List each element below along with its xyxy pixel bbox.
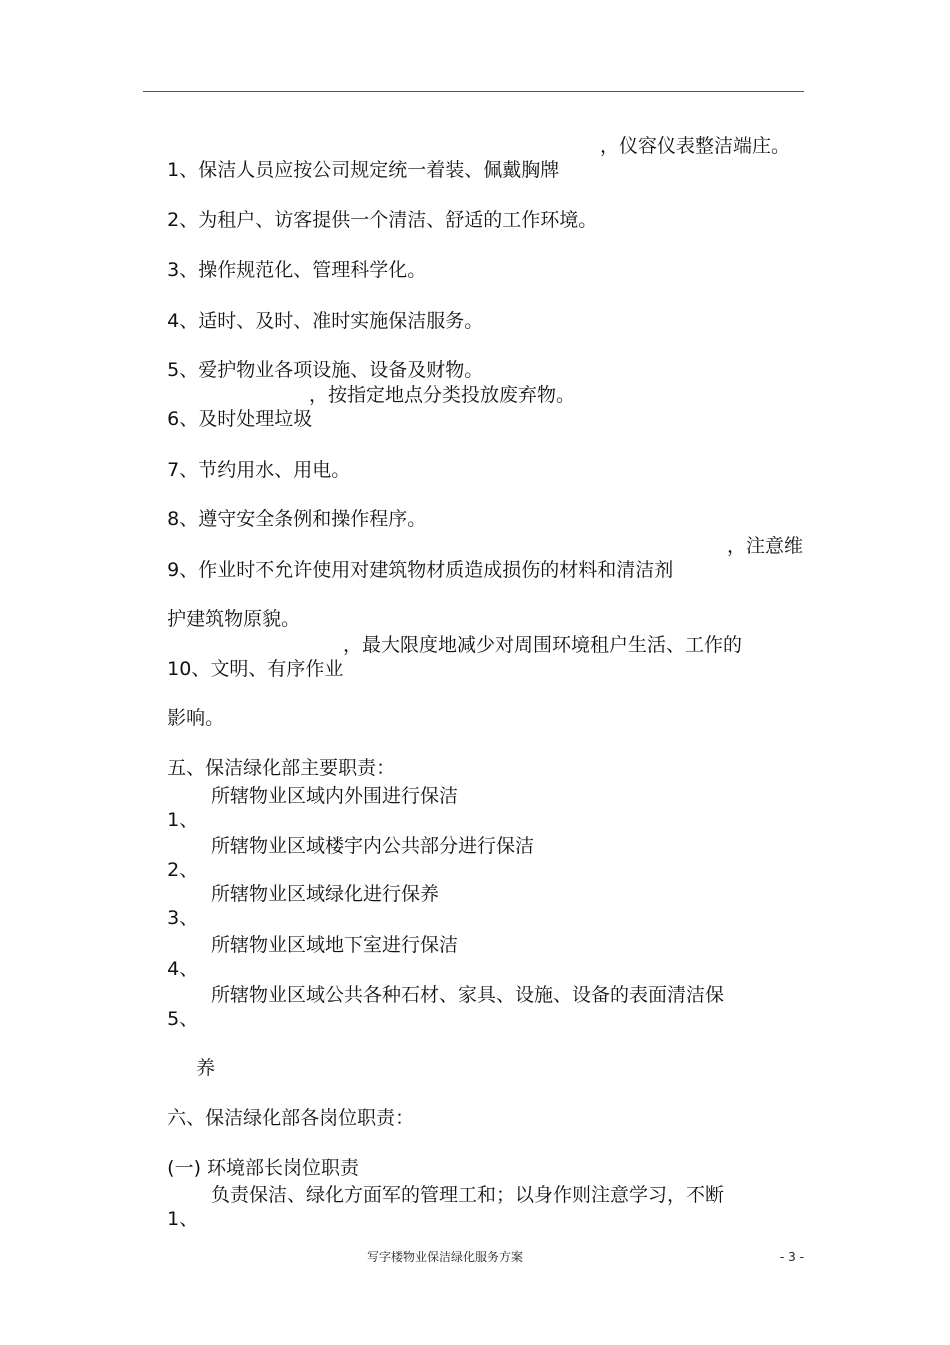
text-line [143,234,427,281]
text-line [143,583,301,630]
page-number: - 3 - [780,1250,804,1264]
text-line [143,682,225,729]
text-line [143,383,576,430]
list-text: 所辖物业区域公共各种石材、家具、设施、设备的表面清洁保 [211,984,725,1006]
text-line [143,334,484,381]
text-segment: 护建筑物原貌。 [167,608,301,630]
text-segment: 六、保洁绿化部各岗位职责： [167,1107,415,1129]
footer-title: 写字楼物业保洁绿化服务方案 [367,1250,524,1264]
list-number: 1、 [167,809,199,831]
list-text: 所辖物业区域楼宇内公共部分进行保洁 [211,835,535,857]
list-number: 4、 [167,958,199,980]
list-item [143,933,459,980]
list-number: 2、 [167,859,199,881]
text-line [143,134,791,181]
text-segment: 3、操作规范化、管理科学化。 [167,259,427,281]
text-segment: 4、适时、及时、准时实施保洁服务。 [167,310,484,332]
text-segment: 2、为租户、访客提供一个清洁、舒适的工作环境。 [167,209,598,231]
text-segment: 5、爱护物业各项设施、设备及财物。 [167,359,484,381]
list-item [143,882,440,929]
text-segment: 9、作业时不允许使用对建筑物材质造成损伤的材料和清洁剂 [167,559,674,581]
text-line [143,434,351,481]
section-heading [143,732,396,779]
list-item [143,1183,725,1230]
text-segment: (一) 环境部长岗位职责 [167,1157,360,1179]
list-text: 所辖物业区域内外围进行保洁 [211,785,459,807]
list-text: 所辖物业区域地下室进行保洁 [211,934,459,956]
text-segment: 10、文明、有序作业 [167,658,344,680]
text-segment: ，注意维 [727,535,804,557]
text-segment: 6、及时处理垃圾 [167,408,313,430]
text-line [143,534,804,581]
text-segment: 8、遵守安全条例和操作程序。 [167,508,427,530]
list-number: 5、 [167,1008,199,1030]
list-text: 所辖物业区域绿化进行保养 [211,883,440,905]
list-number: 3、 [167,907,199,929]
list-item [143,784,459,831]
text-segment: 影响。 [167,707,225,729]
text-segment: ，最大限度地减少对周围环境租户生活、工作的 [343,634,743,656]
list-number: 1、 [167,1208,199,1230]
text-segment: 养 [196,1057,216,1079]
text-segment: ，仪容仪表整洁端庄。 [600,135,791,157]
list-text: 负责保洁、绿化方面军的管理工和；以身作则注意学习，不断 [211,1184,725,1206]
text-segment: 7、节约用水、用电。 [167,459,351,481]
text-line [143,633,743,680]
list-item [143,983,725,1030]
section-heading [143,1082,415,1129]
text-line [143,483,427,530]
header-rule [143,91,804,92]
text-segment: 五、保洁绿化部主要职责： [167,757,396,779]
text-line [172,1032,216,1079]
text-line [143,184,598,231]
list-item [143,834,535,881]
text-segment: ，按指定地点分类投放废弃物。 [309,384,576,406]
text-segment: 1、保洁人员应按公司规定统一着装、佩戴胸牌 [167,159,560,181]
sub-heading [143,1132,360,1179]
text-line [143,285,484,332]
